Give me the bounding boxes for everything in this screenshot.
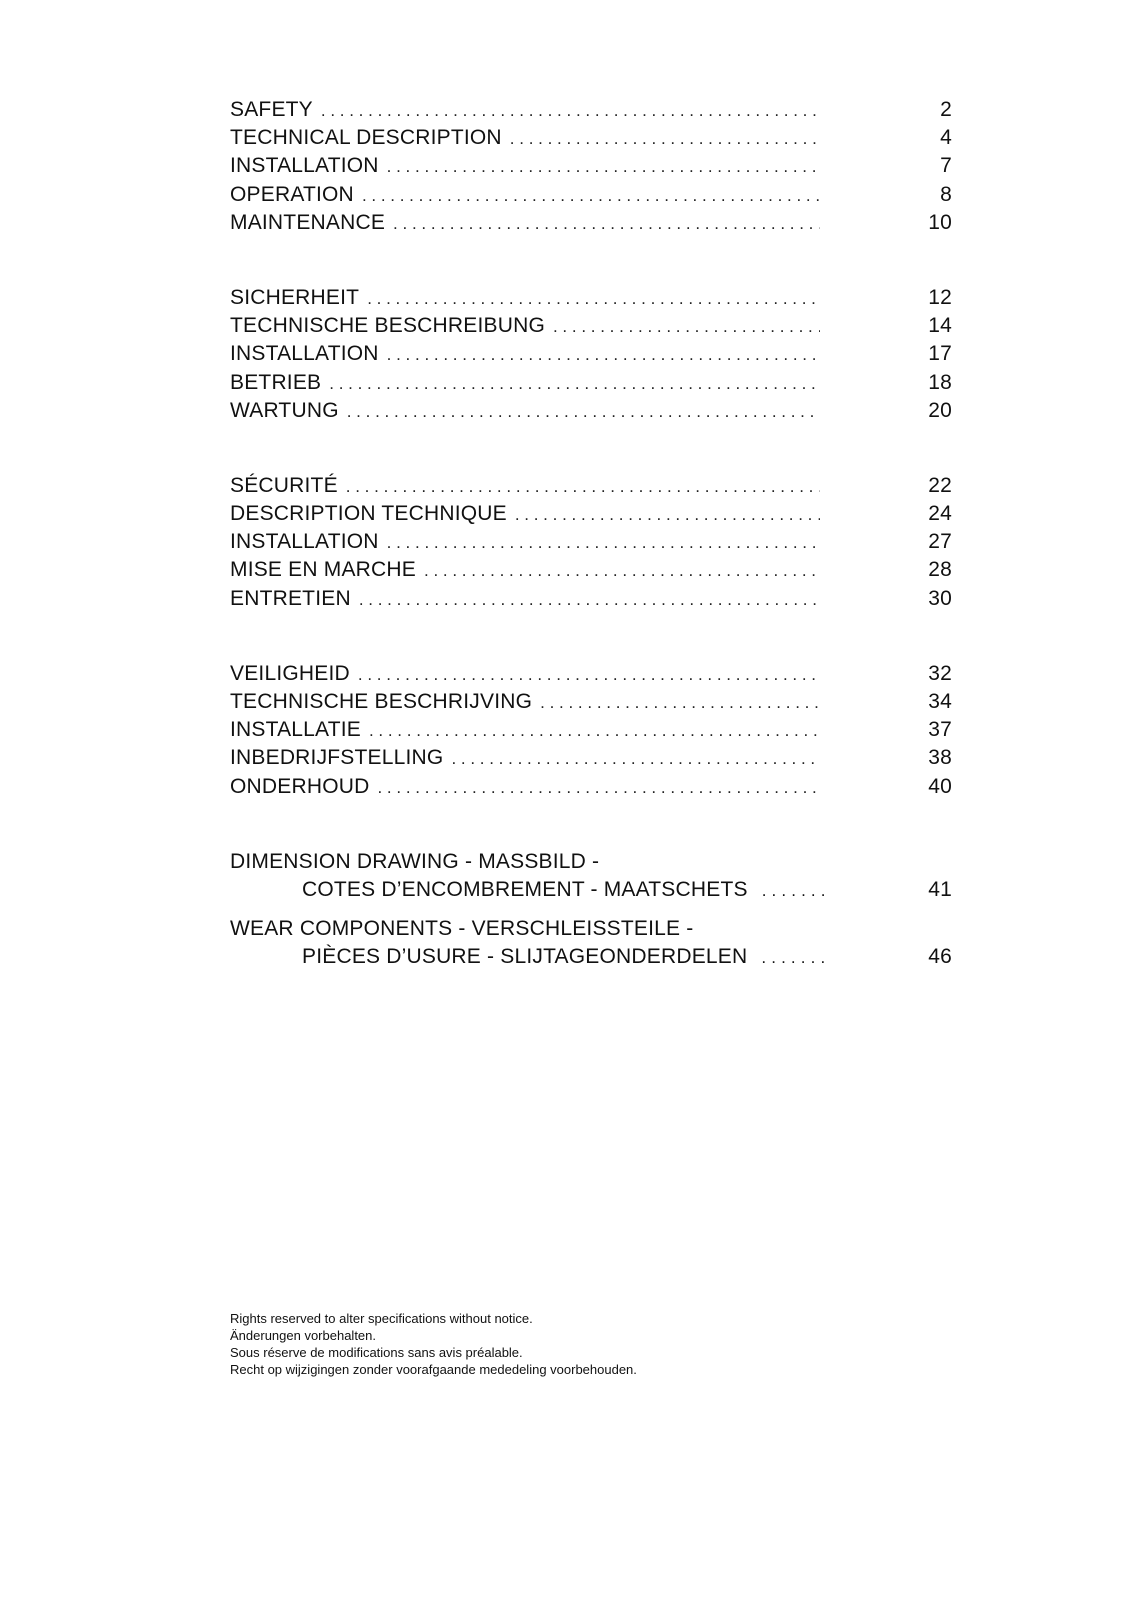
toc-entry-dimension-drawing[interactable] [230, 848, 952, 905]
toc-entry-page: 30 [928, 586, 952, 610]
toc-entry-title: MISE EN MARCHE [230, 558, 416, 582]
toc-entry-title-line1: DIMENSION DRAWING - MASSBILD - [230, 849, 600, 873]
toc-entry-title: INSTALLATION [230, 154, 379, 178]
toc-entry-page: 46 [928, 944, 952, 968]
toc-entry[interactable] [230, 744, 952, 772]
toc-section-german [230, 284, 952, 425]
toc-entry-page: 27 [928, 530, 952, 554]
toc-entry[interactable] [230, 660, 952, 688]
toc-section-dutch [230, 660, 952, 801]
dot-leader [424, 557, 820, 585]
toc-entry-title: INSTALLATION [230, 530, 379, 554]
dot-leader [515, 501, 820, 529]
toc-entry-page: 38 [928, 746, 952, 770]
dot-leader [369, 717, 820, 745]
dot-leader [347, 398, 820, 426]
toc-entry[interactable] [230, 585, 952, 613]
toc-entry-page: 41 [928, 877, 952, 901]
toc-entry-page: 20 [928, 398, 952, 422]
dot-leader [387, 153, 820, 181]
toc-entry-title: ENTRETIEN [230, 586, 351, 610]
dot-leader [510, 125, 820, 153]
dot-leader [387, 341, 820, 369]
toc-entry-page: 14 [928, 314, 952, 338]
dot-leader [346, 473, 820, 501]
toc-entry[interactable] [230, 369, 952, 397]
toc-entry-page: 12 [928, 285, 952, 309]
toc-entry[interactable] [230, 397, 952, 425]
toc-entry[interactable] [230, 528, 952, 556]
toc-entry-title: DESCRIPTION TECHNIQUE [230, 502, 507, 526]
toc-entry[interactable] [230, 340, 952, 368]
toc-entry-page: 28 [928, 558, 952, 582]
dot-leader [377, 774, 820, 802]
toc-entry-page: 40 [928, 774, 952, 798]
toc-entry-title: TECHNISCHE BESCHRIJVING [230, 690, 533, 713]
toc-entry-title: INSTALLATIE [230, 718, 361, 742]
toc-entry-wear-components[interactable] [230, 915, 952, 972]
toc-entry[interactable] [230, 152, 952, 180]
toc-entry[interactable] [230, 312, 952, 340]
toc-entry-page: 2 [940, 98, 952, 121]
toc-entry-title: OPERATION [230, 182, 354, 206]
toc-entry-title-line1: WEAR COMPONENTS - VERSCHLEISSTEILE - [230, 916, 694, 940]
toc-entry-page: 34 [928, 690, 952, 713]
toc-entry-title-line2: COTES D’ENCOMBREMENT - MAATSCHETS [302, 877, 748, 901]
legal-notice-line: Sous réserve de modifications sans avis préalable. [230, 1345, 523, 1360]
table-of-contents [230, 96, 952, 982]
toc-entry-page: 37 [928, 718, 952, 742]
dot-leader [762, 877, 832, 905]
toc-entry-page: 22 [928, 473, 952, 497]
toc-entry-page: 10 [928, 210, 952, 234]
toc-entry-title: TECHNISCHE BESCHREIBUNG [230, 314, 545, 338]
toc-section-french [230, 472, 952, 613]
toc-entry[interactable] [230, 284, 952, 312]
dot-leader [362, 182, 820, 210]
dot-leader [367, 285, 820, 313]
dot-leader [329, 370, 820, 398]
toc-entry-title: WARTUNG [230, 398, 339, 422]
toc-entry[interactable] [230, 716, 952, 744]
toc-entry[interactable] [230, 472, 952, 500]
toc-entry-title: VEILIGHEID [230, 661, 350, 685]
dot-leader [393, 210, 820, 238]
toc-entry-title: SAFETY [230, 98, 313, 121]
dot-leader [540, 689, 820, 717]
dot-leader [387, 529, 820, 557]
legal-notice-line: Änderungen vorbehalten. [230, 1328, 377, 1343]
toc-section-english [230, 96, 952, 237]
toc-entry[interactable] [230, 181, 952, 209]
toc-entry-title: INBEDRIJFSTELLING [230, 746, 444, 770]
toc-entry-page: 18 [928, 370, 952, 394]
toc-entry-page: 32 [928, 661, 952, 685]
toc-entry-title: INSTALLATION [230, 342, 379, 366]
toc-entry[interactable] [230, 124, 952, 152]
toc-entry[interactable] [230, 500, 952, 528]
toc-entry-title: TECHNICAL DESCRIPTION [230, 126, 502, 150]
toc-entry-page: 24 [928, 502, 952, 526]
toc-entry-page: 4 [940, 126, 952, 150]
legal-notice [230, 1310, 637, 1378]
legal-notice-line: Rights reserved to alter specifications without notice. [230, 1311, 533, 1326]
dot-leader [451, 745, 820, 773]
dot-leader [553, 313, 820, 341]
dot-leader [761, 944, 831, 972]
dot-leader [321, 97, 820, 125]
dot-leader [358, 661, 820, 689]
legal-notice-line: Recht op wijzigingen zonder voorafgaande mededeling voorbehouden. [230, 1362, 637, 1377]
toc-entry[interactable] [230, 773, 952, 801]
toc-entry-title: SICHERHEIT [230, 285, 360, 309]
toc-entry[interactable] [230, 96, 952, 124]
toc-entry-title: SÉCURITÉ [230, 473, 338, 497]
toc-entry-page: 7 [940, 154, 952, 178]
toc-entry[interactable] [230, 209, 952, 237]
toc-entry-title-line2: PIÈCES D’USURE - SLIJTAGEONDERDELEN [302, 944, 748, 968]
toc-entry[interactable] [230, 556, 952, 584]
toc-entry-page: 17 [928, 342, 952, 366]
toc-entry-page: 8 [940, 182, 952, 206]
toc-entry[interactable] [230, 688, 952, 716]
toc-entry-title: BETRIEB [230, 370, 322, 394]
dot-leader [359, 586, 820, 614]
toc-entry-title: MAINTENANCE [230, 210, 386, 234]
toc-entry-title: ONDERHOUD [230, 774, 370, 798]
